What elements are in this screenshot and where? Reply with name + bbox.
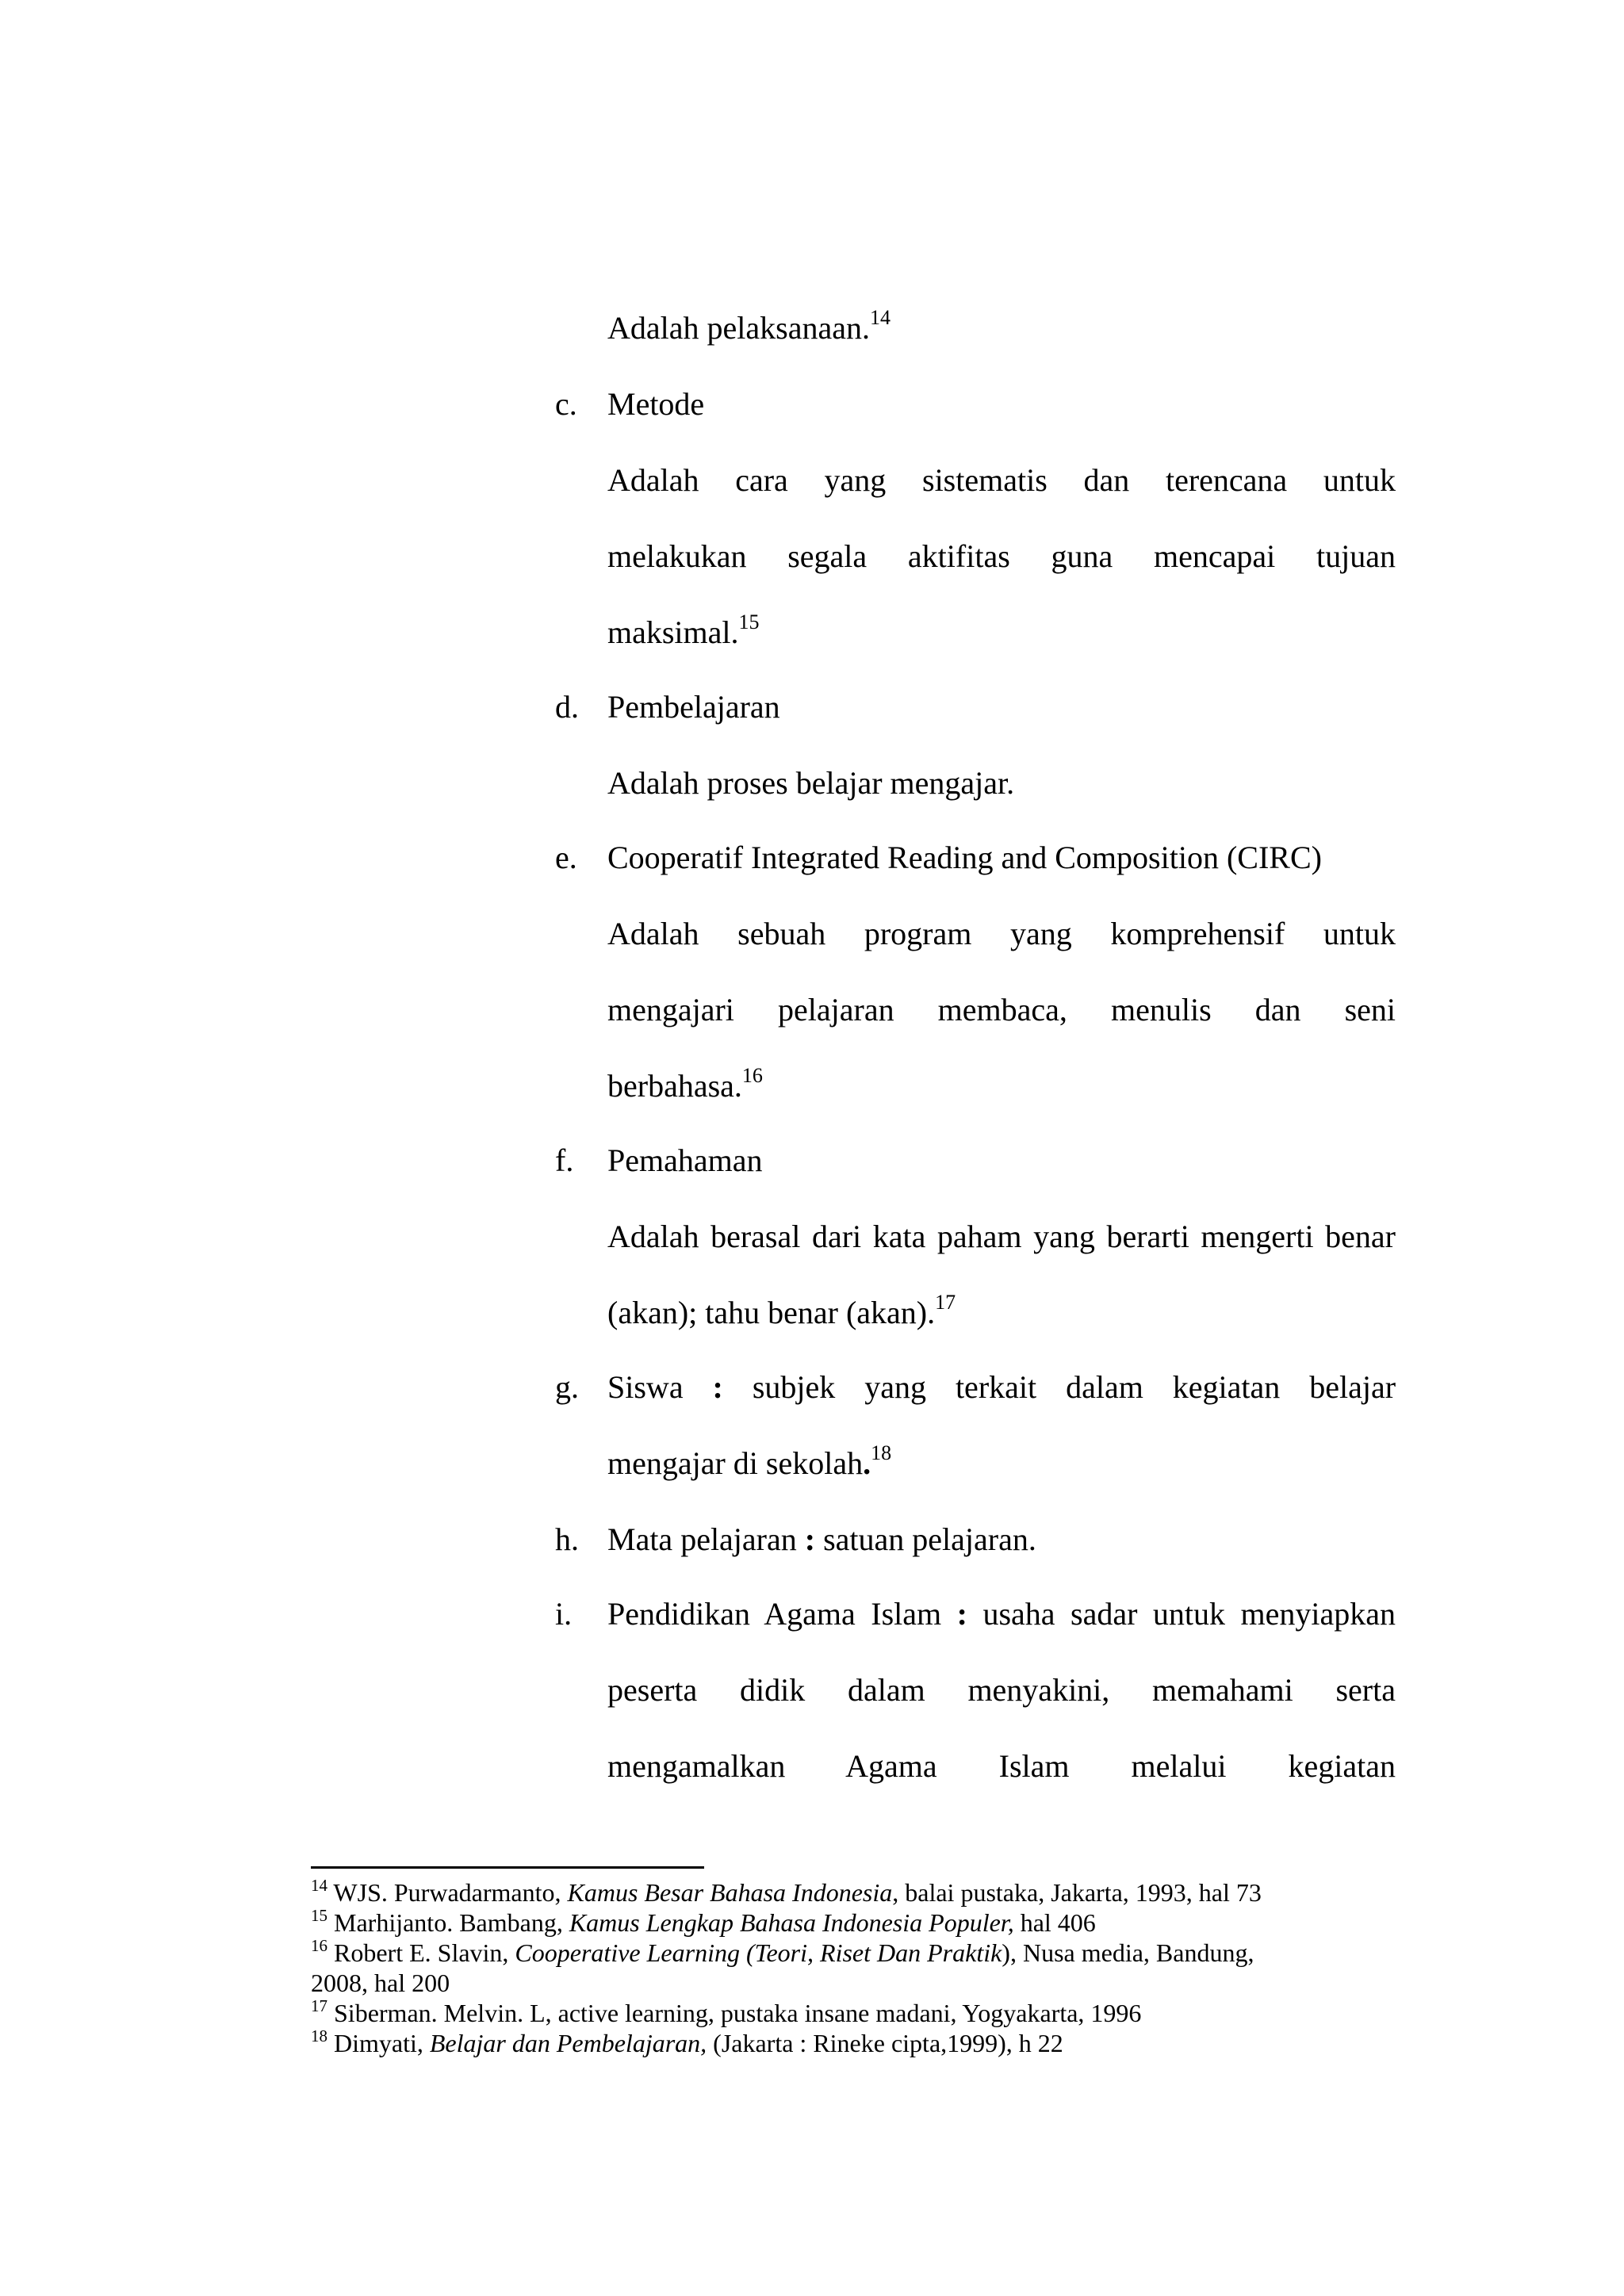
footnote-ref-14: 14 [869, 306, 891, 329]
footnote-ref-16: 16 [741, 1064, 763, 1087]
footnote-16: $^{16}$ Robert E. Slavin, Cooperative Learning (Teori, Riset Dan Praktik), Nusa media, Bandung, [311, 1936, 1254, 1967]
footnote-ref-15: 15 [738, 610, 760, 633]
footnote-18: $^{18}$ Dimyati, Belajar dan Pembelajaran, (Jakarta : Rineke cipta,1999), h 22 [311, 2026, 1063, 2057]
item-i-definition-line-3: mengamalkan Agama Islam melalui kegiatan [607, 1748, 1396, 1784]
item-d-definition: Adalah proses belajar mengajar. [607, 765, 1015, 801]
item-i-label: i. [555, 1596, 573, 1632]
footnote-ref-18: 18 [871, 1441, 892, 1464]
item-e-title: Cooperatif Integrated Reading and Composition (CIRC) [607, 840, 1322, 875]
footnote-17: $^{17}$ Siberman. Melvin. L, active learning, pustaka insane madani, Yogyakarta, 1996 [311, 1996, 1142, 2027]
item-c-definition-line-3: maksimal.$^{15}$ [607, 610, 760, 650]
footnote-16-continuation: 2008, hal 200 [311, 1969, 450, 1997]
footnote-separator [311, 1866, 704, 1869]
item-i-definition-line-1: Pendidikan Agama Islam : usaha sadar untuk menyiapkan [607, 1596, 1396, 1632]
item-g-definition-line-2: mengajar di sekolah.$^{18}$ [607, 1441, 892, 1481]
item-h-definition: Mata pelajaran : satuan pelajaran. [607, 1521, 1036, 1557]
item-d-title: Pembelajaran [607, 689, 780, 725]
item-c-definition-line-1: Adalah cara yang sistematis dan terencana untuk [607, 462, 1396, 498]
item-c-title: Metode [607, 386, 705, 422]
footnote-14: $^{14}$ WJS. Purwadarmanto, Kamus Besar Bahasa Indonesia, balai pustaka, Jakarta, 1993, hal 73 [311, 1876, 1262, 1907]
item-h-label: h. [555, 1521, 579, 1557]
item-e-definition-line-1: Adalah sebuah program yang komprehensif untuk [607, 916, 1396, 951]
item-i-definition-line-2: peserta didik dalam menyakini, memahami serta [607, 1672, 1396, 1708]
item-f-definition-line-1: Adalah berasal dari kata paham yang berarti mengerti benar [607, 1219, 1396, 1254]
item-c-definition-line-2: melakukan segala aktifitas guna mencapai tujuan [607, 538, 1396, 574]
item-c-label: c. [555, 386, 577, 422]
item-f-label: f. [555, 1142, 574, 1178]
item-e-definition-line-3: berbahasa.$^{16}$ [607, 1064, 763, 1104]
item-f-title: Pemahaman [607, 1142, 763, 1178]
footnote-15: $^{15}$ Marhijanto. Bambang, Kamus Lengkap Bahasa Indonesia Populer, hal 406 [311, 1906, 1096, 1937]
footnote-ref-17: 17 [935, 1291, 956, 1314]
item-b-definition: Adalah pelaksanaan.$^{14}$ [607, 306, 891, 346]
item-e-label: e. [555, 840, 577, 875]
item-g-definition-line-1: Siswa : subjek yang terkait dalam kegiatan belajar [607, 1369, 1396, 1405]
item-f-definition-line-2: (akan); tahu benar (akan).$^{17}$ [607, 1291, 956, 1330]
item-g-label: g. [555, 1369, 579, 1405]
item-e-definition-line-2: mengajari pelajaran membaca, menulis dan seni [607, 992, 1396, 1027]
item-d-label: d. [555, 689, 579, 725]
